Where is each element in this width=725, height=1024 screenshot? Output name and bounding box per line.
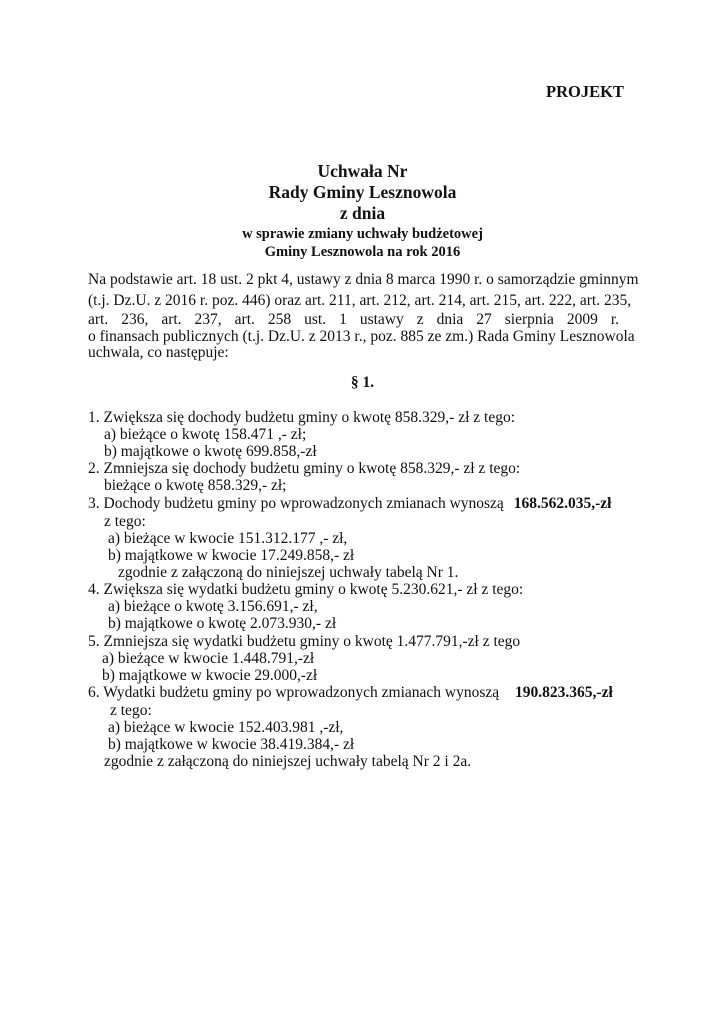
- item-3-note: zgodnie z załączoną do niniejszej uchwały tabelą Nr 1.: [118, 564, 459, 581]
- preamble-line-1: Na podstawie art. 18 ust. 2 pkt 4, ustawy z dnia 8 marca 1990 r. o samorządzie gminnym: [88, 271, 639, 288]
- item-3-amount: 168.562.035,-zł: [513, 495, 612, 512]
- item-5b: b) majątkowe w kwocie 29.000,-zł: [102, 667, 318, 684]
- item-2: 2. Zmniejsza się dochody budżetu gminy o kwotę 858.329,- zł z tego:: [88, 460, 521, 477]
- item-4b: b) majątkowe o kwotę 2.073.930,- zł: [108, 615, 337, 632]
- item-1: 1. Zwiększa się dochody budżetu gminy o kwotę 858.329,- zł z tego:: [88, 409, 516, 426]
- item-1a: a) bieżące o kwotę 158.471 ,- zł;: [104, 426, 307, 443]
- item-3-text: 3. Dochody budżetu gminy po wprowadzonych zmianach wynoszą: [88, 495, 504, 512]
- preamble-line-3: art. 236, art. 237, art. 258 ust. 1 ustawy z dnia 27 sierpnia 2009 r.: [88, 311, 619, 328]
- item-3: [88, 495, 611, 513]
- preamble-line-5: uchwala, co następuje:: [88, 344, 229, 361]
- item-1b: b) majątkowe o kwotę 699.858,-zł: [104, 443, 317, 460]
- item-3b: b) majątkowe w kwocie 17.249.858,- zł: [108, 547, 355, 564]
- item-4a: a) bieżące o kwotę 3.156.691,- zł,: [108, 598, 318, 615]
- item-6-ztego: z tego:: [110, 702, 152, 719]
- item-5a: a) bieżące w kwocie 1.448.791,-zł: [102, 650, 315, 667]
- title-line-1: Uchwała Nr: [317, 161, 408, 181]
- preamble-line-4: o finansach publicznych (t.j. Dz.U. z 2013 r., poz. 885 ze zm.) Rada Gminy Lesznowola: [88, 328, 635, 345]
- item-6a: a) bieżące w kwocie 152.403.981 ,-zł,: [108, 719, 344, 736]
- preamble-line-2: (t.j. Dz.U. z 2016 r. poz. 446) oraz art. 211, art. 212, art. 214, art. 215, art. 222, art. 235,: [88, 292, 632, 309]
- item-6: [88, 684, 613, 702]
- title-line-3: z dnia: [339, 203, 386, 223]
- item-6-note: zgodnie z załączoną do niniejszej uchwały tabelą Nr 2 i 2a.: [104, 753, 472, 770]
- section-heading: § 1.: [350, 374, 375, 391]
- item-2a: bieżące o kwotę 858.329,- zł;: [104, 477, 287, 494]
- title-line-4: w sprawie zmiany uchwały budżetowej: [242, 226, 483, 242]
- item-5: 5. Zmniejsza się wydatki budżetu gminy o kwotę 1.477.791,-zł z tego: [88, 633, 521, 650]
- title-line-5: Gminy Lesznowola na rok 2016: [264, 244, 461, 260]
- item-6-text: 6. Wydatki budżetu gminy po wprowadzonych zmianach wynoszą: [88, 684, 500, 701]
- projekt-stamp: PROJEKT: [546, 82, 624, 101]
- item-6-amount: 190.823.365,-zł: [515, 684, 613, 701]
- item-3-ztego: z tego:: [104, 513, 146, 530]
- title-line-2: Rady Gminy Lesznowola: [268, 182, 457, 202]
- item-4: 4. Zwiększa się wydatki budżetu gminy o kwotę 5.230.621,- zł z tego:: [88, 581, 524, 598]
- item-6b: b) majątkowe w kwocie 38.419.384,- zł: [108, 736, 355, 753]
- item-3a: a) bieżące w kwocie 151.312.177 ,- zł,: [108, 530, 348, 547]
